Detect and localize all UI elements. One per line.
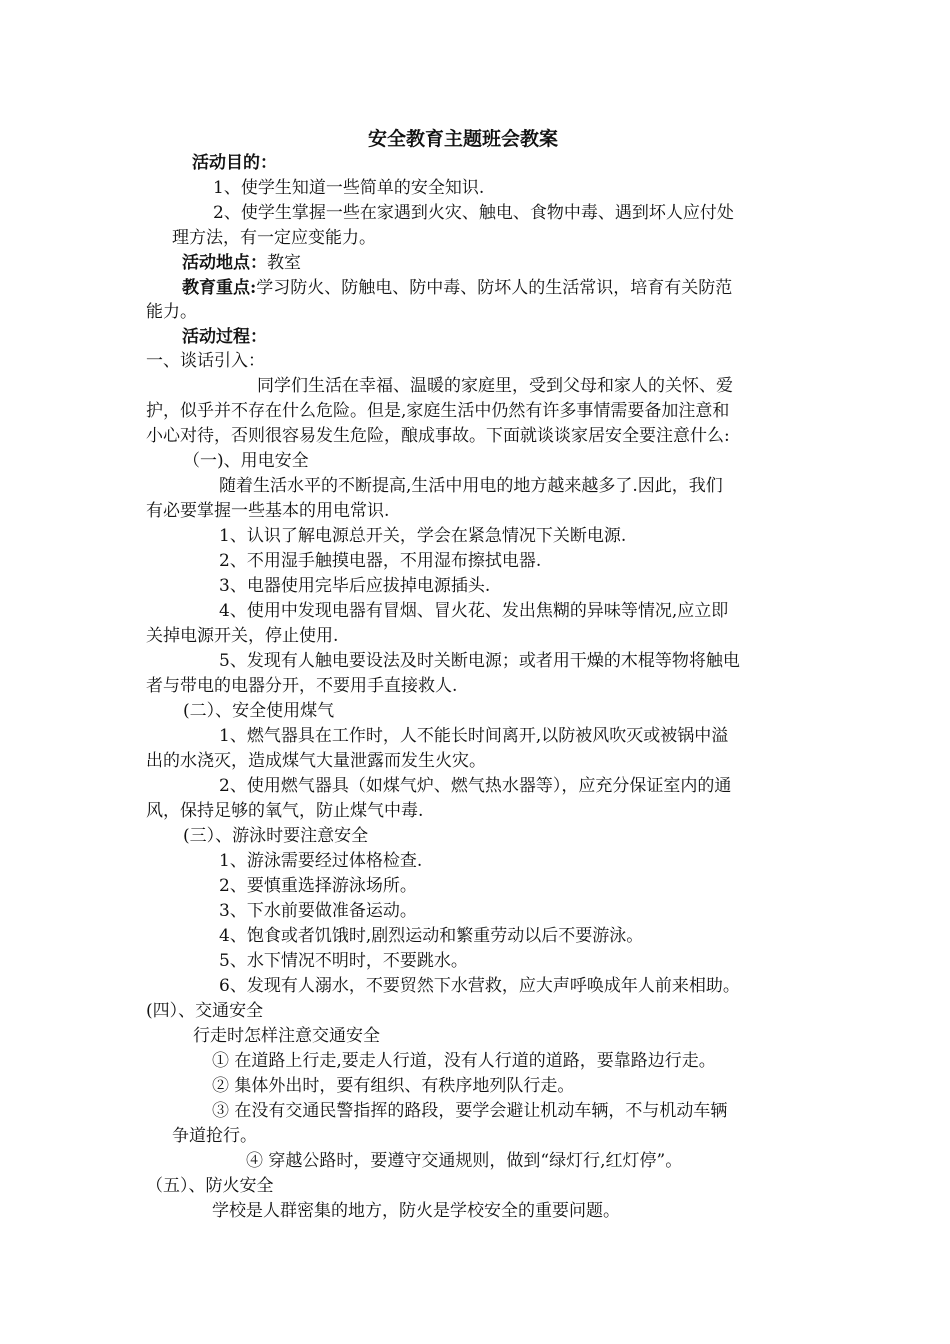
goal-item-2-line-2: 理方法，有一定应变能力。 xyxy=(172,228,376,248)
traffic-subheading: 行走时怎样注意交通安全 xyxy=(193,1026,380,1046)
gas-item-1-line-2: 出的水浇灭，造成煤气大量泄露而发生火灾。 xyxy=(146,751,486,771)
traffic-item-3-line-2: 争道抢行。 xyxy=(172,1126,257,1146)
electric-intro-line-1: 随着生活水平的不断提高,生活中用电的地方越来越多了.因此，我们 xyxy=(219,476,723,496)
traffic-item-4: ④ 穿越公路时，要遵守交通规则，做到“绿灯行,红灯停”。 xyxy=(246,1151,683,1171)
process-label: 活动过程： xyxy=(182,327,267,347)
swim-item-4: 4、饱食或者饥饿时,剧烈运动和繁重劳动以后不要游泳。 xyxy=(219,926,644,946)
page-title: 安全教育主题班会教案 xyxy=(368,128,559,150)
swim-item-2: 2、要慎重选择游泳场所。 xyxy=(219,876,417,896)
traffic-item-2: ② 集体外出时，要有组织、有秩序地列队行走。 xyxy=(212,1076,575,1096)
electric-item-1: 1、认识了解电源总开关，学会在紧急情况下关断电源. xyxy=(219,526,627,546)
location-line xyxy=(182,251,301,275)
gas-item-2-line-2: 风，保持足够的氧气，防止煤气中毒. xyxy=(146,801,424,821)
goal-item-2-line-1: 2、使学生掌握一些在家遇到火灾、触电、食物中毒、遇到坏人应付处 xyxy=(213,203,734,223)
traffic-item-1: ① 在道路上行走,要走人行道，没有人行道的道路，要靠路边行走。 xyxy=(212,1051,716,1071)
swim-item-3: 3、下水前要做准备运动。 xyxy=(219,901,417,921)
gas-item-2-line-1: 2、使用燃气器具（如煤气炉、燃气热水器等），应充分保证室内的通 xyxy=(219,776,732,796)
section-heading-fire: （五）、防火安全 xyxy=(146,1176,274,1196)
location-label: 活动地点： xyxy=(182,253,267,273)
electric-item-5-line-2: 者与带电的电器分开，不要用手直接救人. xyxy=(146,676,458,696)
intro-line-3: 小心对待，否则很容易发生危险，酿成事故。下面就谈谈家居安全要注意什么: xyxy=(146,426,730,446)
gas-item-1-line-1: 1、燃气器具在工作时，人不能长时间离开,以防被风吹灭或被锅中溢 xyxy=(219,726,729,746)
swim-item-6: 6、发现有人溺水，不要贸然下水营救，应大声呼唤成年人前来相助。 xyxy=(219,976,740,996)
focus-line-2: 能力。 xyxy=(146,302,197,322)
section-heading-traffic: (四）、交通安全 xyxy=(146,1001,264,1021)
swim-item-1: 1、游泳需要经过体格检查. xyxy=(219,851,423,871)
location-value: 教室 xyxy=(267,253,301,273)
goal-label: 活动目的： xyxy=(192,153,277,173)
focus-line-1 xyxy=(182,276,732,300)
electric-item-4-line-2: 关掉电源开关，停止使用. xyxy=(146,626,339,646)
electric-item-5-line-1: 5、发现有人触电要设法及时关断电源；或者用干燥的木棍等物将触电 xyxy=(219,651,740,671)
electric-item-3: 3、电器使用完毕后应拔掉电源插头. xyxy=(219,576,491,596)
intro-line-1: 同学们生活在幸福、温暖的家庭里，受到父母和家人的关怀、爱 xyxy=(257,376,733,396)
section-heading-swim: (三）、游泳时要注意安全 xyxy=(183,826,369,846)
section-heading-intro: 一、谈话引入： xyxy=(146,351,265,371)
section-heading-gas: (二）、安全使用煤气 xyxy=(183,701,335,721)
intro-line-2: 护，似乎并不存在什么危险。但是,家庭生活中仍然有许多事情需要备加注意和 xyxy=(146,401,730,421)
fire-line-1: 学校是人群密集的地方，防火是学校安全的重要问题。 xyxy=(212,1201,620,1221)
focus-label: 教育重点: xyxy=(182,278,257,298)
focus-text: 学习防火、防触电、防中毒、防坏人的生活常识，培育有关防范 xyxy=(256,278,733,298)
electric-intro-line-2: 有必要掌握一些基本的用电常识. xyxy=(146,501,390,521)
goal-item-1: 1、使学生知道一些简单的安全知识. xyxy=(213,178,485,198)
electric-item-4-line-1: 4、使用中发现电器有冒烟、冒火花、发出焦糊的异味等情况,应立即 xyxy=(219,601,729,621)
electric-item-2: 2、不用湿手触摸电器，不用湿布擦拭电器. xyxy=(219,551,542,571)
section-heading-electric: （一)、用电安全 xyxy=(183,451,309,471)
swim-item-5: 5、水下情况不明时，不要跳水。 xyxy=(219,951,468,971)
traffic-item-3-line-1: ③ 在没有交通民警指挥的路段，要学会避让机动车辆，不与机动车辆 xyxy=(212,1101,728,1121)
